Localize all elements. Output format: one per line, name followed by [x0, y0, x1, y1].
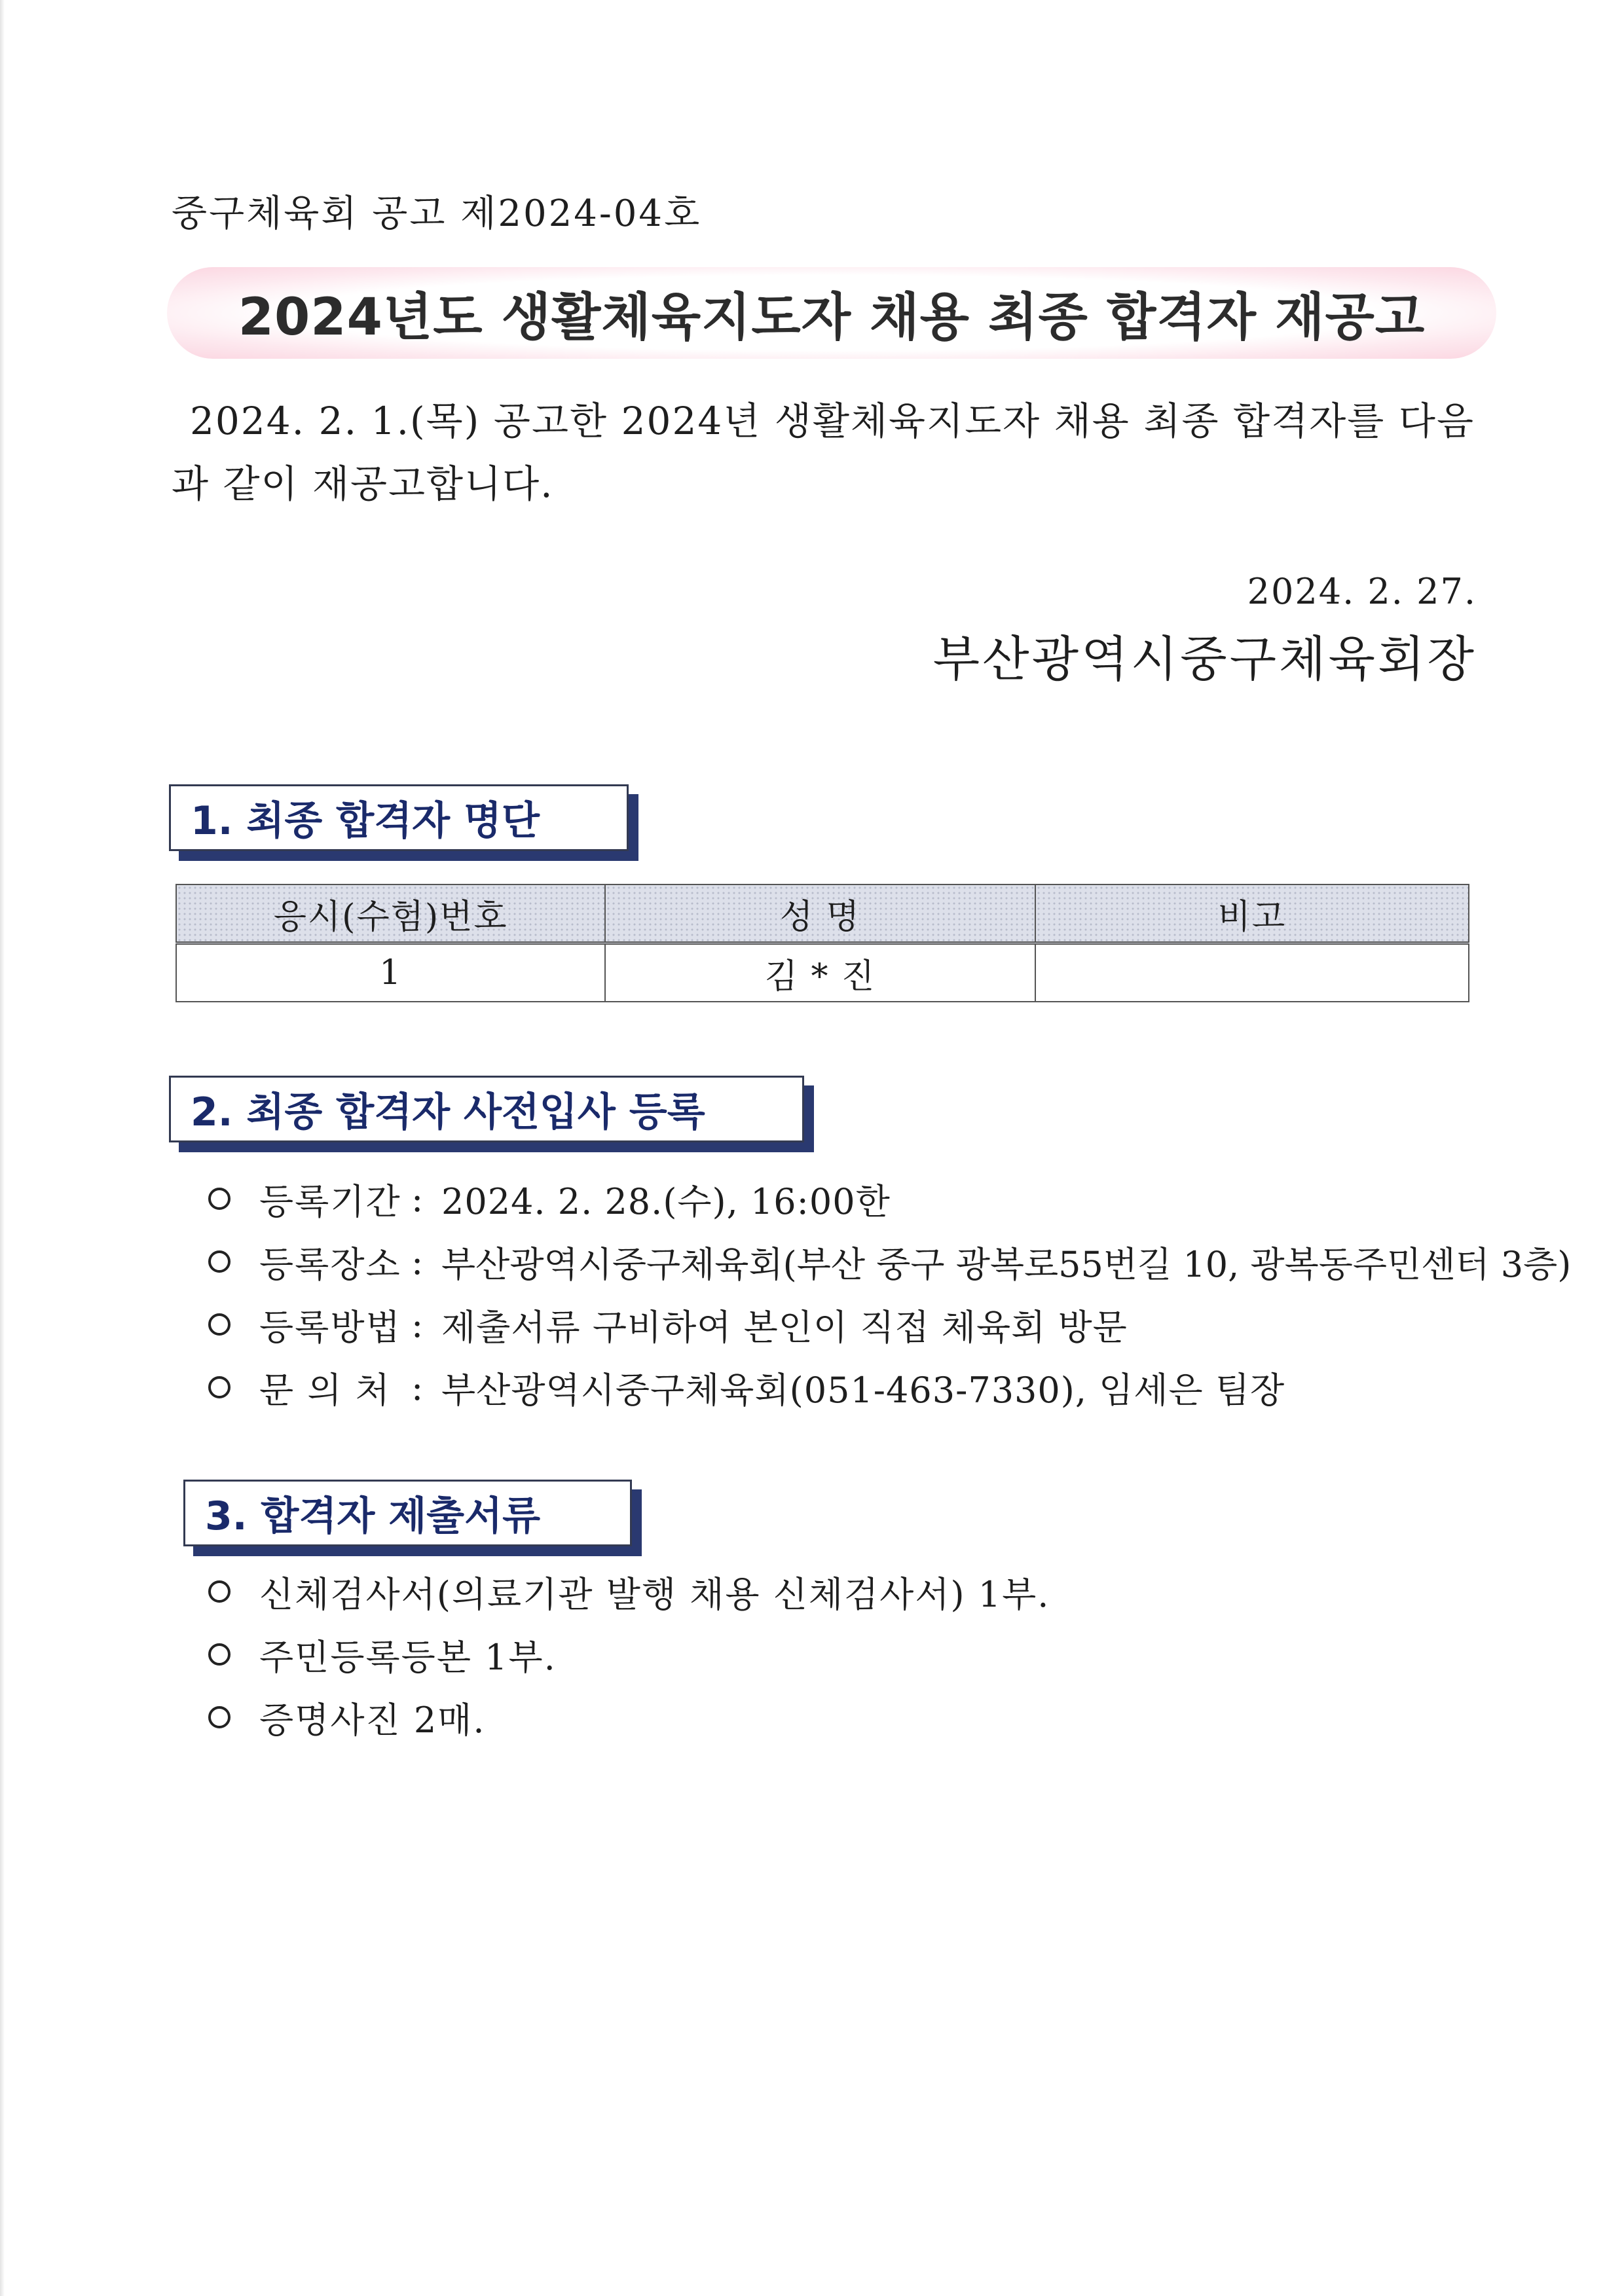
registration-list — [208, 1167, 1571, 1419]
list-item — [208, 1167, 1571, 1230]
document-item: 신체검사서(의료기관 발행 채용 신체검사서) 1부. — [259, 1573, 1050, 1615]
page-title: 2024년도 생활체육지도자 채용 최종 합격자 재공고 — [238, 288, 1426, 347]
notice-number: 중구체육회 공고 제2024-04호 — [172, 192, 702, 235]
notice-date: 2024. 2. 27. — [1247, 571, 1477, 612]
hollow-circle-bullet-icon — [208, 1706, 231, 1728]
item-label: 등록장소 — [259, 1243, 401, 1285]
hollow-circle-bullet-icon — [208, 1188, 231, 1210]
documents-list — [208, 1560, 1050, 1749]
item-value: 부산광역시중구체육회(051-463-7330), 임세은 팀장 — [441, 1369, 1285, 1411]
hollow-circle-bullet-icon — [208, 1376, 231, 1398]
item-value: 2024. 2. 28.(수), 16:00한 — [441, 1180, 891, 1222]
table-row — [176, 943, 1469, 1002]
col-header-name: 성 명 — [605, 884, 1035, 943]
list-item — [208, 1230, 1571, 1293]
roster-table — [175, 884, 1469, 1002]
cell-name: 김 * 진 — [605, 943, 1035, 1002]
scan-edge — [0, 0, 5, 2296]
section-heading-roster: 1. 최종 합격자 명단 — [169, 784, 629, 851]
section-heading-documents: 3. 합격자 제출서류 — [183, 1480, 632, 1546]
hollow-circle-bullet-icon — [208, 1643, 231, 1666]
hollow-circle-bullet-icon — [208, 1250, 231, 1273]
signatory: 부산광역시중구체육회장 — [932, 631, 1477, 687]
hollow-circle-bullet-icon — [208, 1313, 231, 1336]
list-item — [208, 1560, 1050, 1623]
cell-exam-number: 1 — [176, 943, 605, 1002]
item-separator: : — [411, 1178, 424, 1220]
item-label: 등록기간 — [259, 1180, 401, 1222]
list-item — [208, 1293, 1571, 1356]
title-banner — [167, 267, 1496, 359]
document-item: 증명사진 2매. — [259, 1699, 486, 1741]
list-item — [208, 1623, 1050, 1686]
list-item — [208, 1356, 1571, 1419]
intro-paragraph: 2024. 2. 1.(목) 공고한 2024년 생활체육지도자 채용 최종 합격자를 다음과 같이 재공고합니다. — [172, 399, 1475, 506]
item-label: 등록방법 — [259, 1306, 401, 1348]
item-value: 제출서류 구비하여 본인이 직접 체육회 방문 — [441, 1306, 1128, 1348]
section-heading-registration: 2. 최종 합격자 사전입사 등록 — [169, 1076, 804, 1142]
item-separator: : — [411, 1366, 424, 1408]
cell-note — [1035, 943, 1469, 1002]
table-header-row — [176, 884, 1469, 943]
item-separator: : — [411, 1303, 424, 1345]
col-header-note: 비고 — [1035, 884, 1469, 943]
hollow-circle-bullet-icon — [208, 1580, 231, 1603]
item-value: 부산광역시중구체육회(부산 중구 광복로55번길 10, 광복동주민센터 3층) — [441, 1243, 1572, 1285]
item-label: 문 의 처 — [259, 1369, 391, 1411]
document-item: 주민등록등본 1부. — [259, 1636, 557, 1678]
col-header-exam-number: 응시(수험)번호 — [176, 884, 605, 943]
item-separator: : — [411, 1241, 424, 1283]
list-item — [208, 1686, 1050, 1749]
